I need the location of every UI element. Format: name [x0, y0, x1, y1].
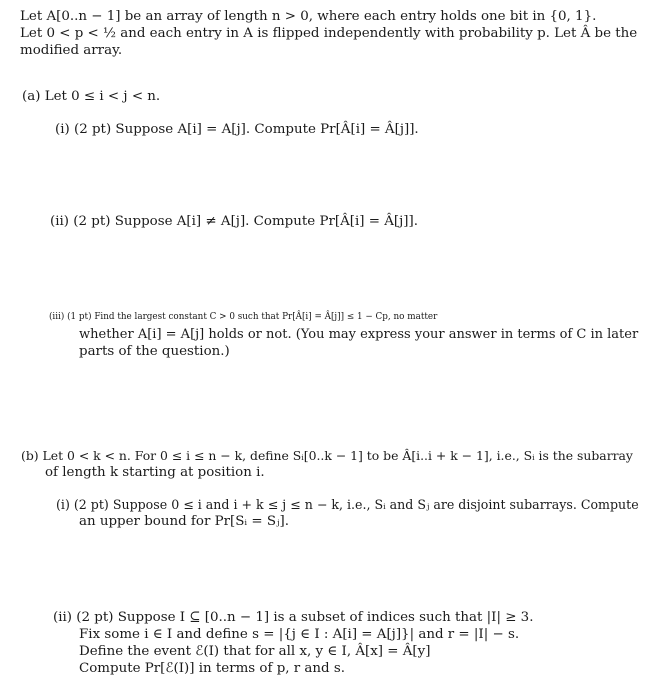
part-b-q2-line-1: (ii) (2 pt) Suppose I ⊆ [0..n − 1] is a subset of indices such that |I| ≥ 3. [53, 610, 534, 625]
part-a-q3-line-3: parts of the question.) [79, 344, 230, 359]
part-a-question-i: (i) (2 pt) Suppose A[i] = A[j]. Compute Pr[Â[i] = Â[j]]. [55, 122, 419, 137]
part-b-intro [21, 447, 633, 481]
part-a-question-ii: (ii) (2 pt) Suppose A[i] ≠ A[j]. Compute Pr[Â[i] = Â[j]]. [50, 214, 418, 229]
part-b-q1-line-2: an upper bound for Pr[Sᵢ = Sⱼ]. [79, 514, 290, 529]
part-a-q3-line-2: whether A[i] = A[j] holds or not. (You may express your answer in terms of C in later [79, 327, 639, 342]
intro-line-1: Let A[0..n − 1] be an array of length n > 0, where each entry holds one bit in {0, 1}. [20, 9, 597, 24]
intro-line-3: modified array. [20, 43, 123, 58]
intro-line-2: Let 0 < p < ½ and each entry in A is flipped independently with probability p. Let Â be the [20, 26, 638, 41]
part-b-q2-line-4: Compute Pr[ℰ(I)] in terms of p, r and s. [79, 661, 346, 676]
part-a-header: (a) Let 0 ≤ i < j < n. [22, 89, 161, 104]
part-b-question-i [56, 496, 639, 530]
part-b-line-1: (b) Let 0 < k < n. For 0 ≤ i ≤ n − k, define Sᵢ[0..k − 1] to be Â[i..i + k − 1], i.e., Sᵢ is the subarray [21, 448, 633, 463]
part-b-question-ii [53, 609, 533, 677]
part-b-q2-line-2: Fix some i ∈ I and define s = |{j ∈ I : A[i] = A[j]}| and r = |I| − s. [79, 627, 520, 642]
part-b-q2-line-3: Define the event ℰ(I) that for all x, y ∈ I, Â[x] = Â[y] [79, 644, 431, 659]
part-b-q1-line-1: (i) (2 pt) Suppose 0 ≤ i and i + k ≤ j ≤ n − k, i.e., Sᵢ and Sⱼ are disjoint subarrays. Compute [56, 497, 639, 512]
problem-intro [20, 8, 637, 59]
part-a-q3-line-1: (iii) (1 pt) Find the largest constant C > 0 such that Pr[Â[i] = Â[j]] ≤ 1 − Cp, no matter [49, 312, 438, 322]
part-b-line-2: of length k starting at position i. [45, 465, 265, 480]
part-a-question-iii [49, 309, 638, 360]
